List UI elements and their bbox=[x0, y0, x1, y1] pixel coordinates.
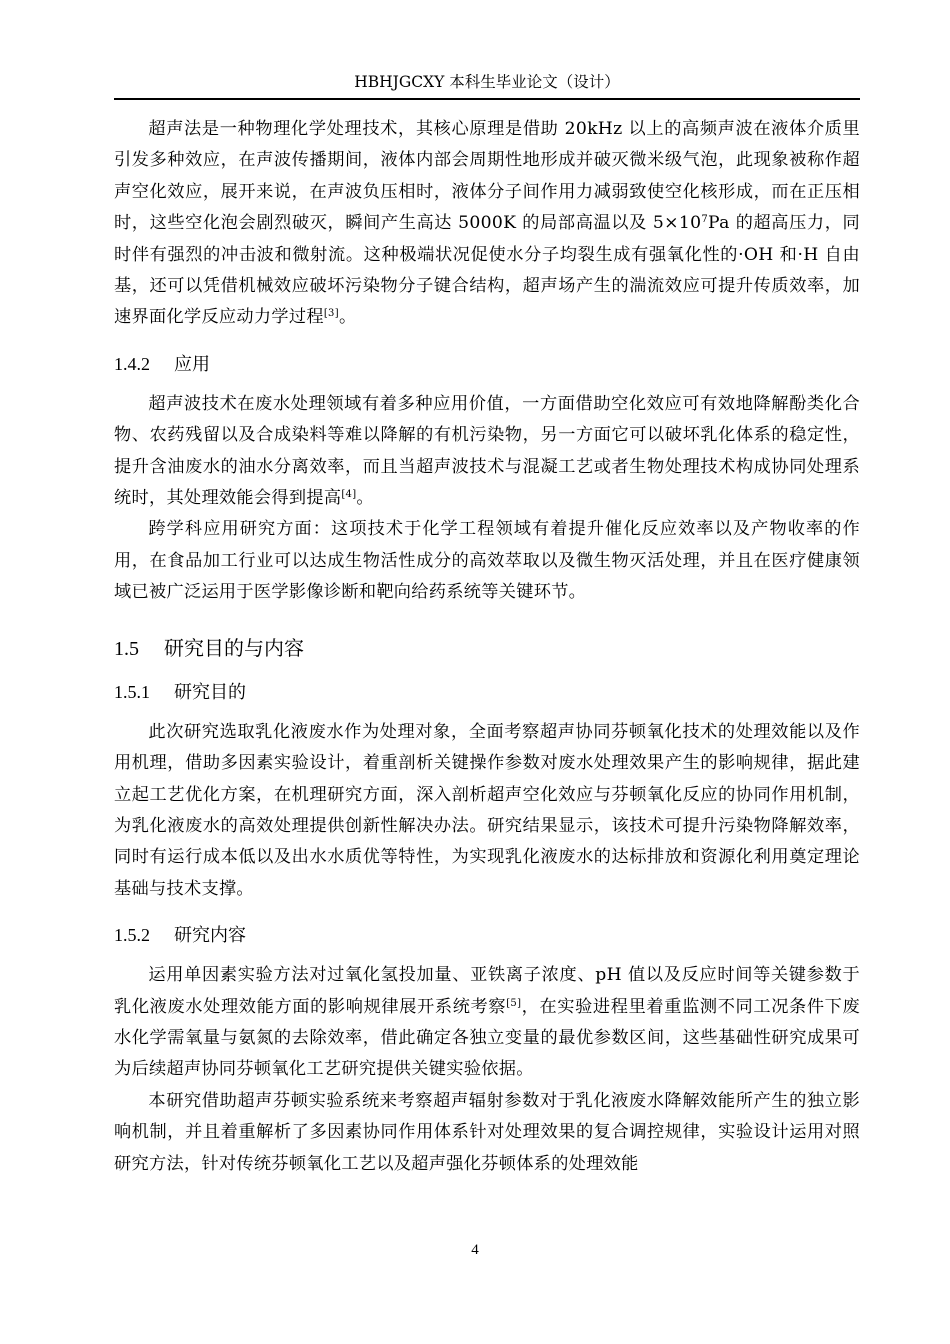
section-heading-1-5-1 bbox=[114, 678, 860, 707]
paragraph-research-content-1 bbox=[114, 960, 860, 1086]
paragraph-interdisciplinary: 跨学科应用研究方面：这项技术于化学工程领域有着提升催化反应效率以及产物收率的作用，在食品加工行业可以达成生物活性成分的高效萃取以及微生物灭活处理，并且在医疗健康领域已被广泛运用于医学影像诊断和靶向给药系统等关键环节。 bbox=[114, 519, 860, 603]
text-run: 超声波技术在废水处理领域有着多种应用价值，一方面借助空化效应可有效地降解酚类化合物、农药残留以及合成染料等难以降解的有机污染物，另一方面它可以破坏乳化体系的稳定性，提升含油废水的油水分离效率，而且当超声波技术与混凝工艺或者生物处理技术构成协同处理系统时，其处理效能会得到提高 bbox=[114, 393, 860, 509]
section-heading-1-5-2 bbox=[114, 921, 860, 950]
section-title: 研究内容 bbox=[174, 925, 246, 947]
section-heading-1-4-2 bbox=[114, 350, 860, 379]
text-run: ，在实验进程里着重监测不同工况条件下废水化学需氧量与氨氮的去除效率，借此确定各独立变量的最优参数区间，这些基础性研究成果可为后续超声协同芬顿氧化工艺研究提供关键实验依据。 bbox=[114, 996, 860, 1080]
paragraph-research-content-2: 本研究借助超声芬顿实验系统来考察超声辐射参数对于乳化液废水降解效能所产生的独立影响机制，并且着重解析了多因素协同作用体系针对处理效果的复合调控规律，实验设计运用对照研究方法，针对传统芬顿氧化工艺以及超声强化芬顿体系的处理效能 bbox=[114, 1090, 860, 1174]
section-number: 1.5.1 bbox=[114, 681, 150, 702]
section-number: 1.4.2 bbox=[114, 353, 150, 374]
section-heading-1-5 bbox=[114, 633, 860, 664]
text-run: Pa 的超高压力，同时伴有强烈的冲击波和微射流。这种极端状况促使水分子均裂生成有强氧化性的·OH 和·H 自由基，还可以凭借机械效应破坏污染物分子键合结构，超声场产生的湍流效应可提升传质效率，加速界面化学反应动力学过程 bbox=[114, 213, 860, 328]
paragraph-research-purpose: 此次研究选取乳化液废水作为处理对象，全面考察超声协同芬顿氧化技术的处理效能以及作用机理，借助多因素实验设计，着重剖析关键操作参数对废水处理效果产生的影响规律，据此建立起工艺优化方案，在机理研究方面，深入剖析超声空化效应与芬顿氧化反应的协同作用机制，为乳化液废水的高效处理提供创新性解决办法。研究结果显示，该技术可提升污染物降解效率，同时有运行成本低以及出水水质优等特性，为实现乳化液废水的达标排放和资源化利用奠定理论基础与技术支撑。 bbox=[114, 721, 860, 899]
section-title: 研究目的 bbox=[174, 681, 246, 703]
paragraph-applications bbox=[114, 389, 860, 515]
section-title: 研究目的与内容 bbox=[164, 635, 304, 660]
section-title: 应用 bbox=[174, 353, 210, 375]
page-number: 4 bbox=[471, 1242, 479, 1258]
section-number: 1.5.2 bbox=[114, 925, 150, 946]
header-rule bbox=[114, 98, 860, 100]
citation: [3] bbox=[323, 308, 339, 320]
paragraph-ultrasound-principle bbox=[114, 114, 860, 334]
superscript-exponent: 7 bbox=[701, 214, 709, 226]
citation: [4] bbox=[341, 489, 357, 501]
text-run: 。 bbox=[356, 488, 374, 509]
text-run: 。 bbox=[338, 307, 357, 328]
citation: [5] bbox=[506, 997, 522, 1009]
running-header: HBHJGCXY 本科生毕业论文（设计） bbox=[354, 73, 620, 91]
section-number: 1.5 bbox=[114, 637, 139, 660]
text-run: 运用单因素实验方法对过氧化氢投加量、亚铁离子浓度、pH 值以及反应时间等关键参数于乳化液废水处理效能方面的影响规律展开系统考察 bbox=[114, 965, 860, 1017]
text-run: 超声法是一种物理化学处理技术，其核心原理是借助 20kHz 以上的高频声波在液体介质里引发多种效应，在声波传播期间，液体内部会周期性地形成并破灭微米级气泡，此现象被称作超声空化效应，展开来说，在声波负压相时，液体分子间作用力减弱致使空化核形成，而在正压相时，这些空化泡会剧烈破灭，瞬间产生高达 5000K 的局部高温以及 5×10 bbox=[114, 119, 860, 234]
page-body bbox=[114, 114, 860, 1180]
